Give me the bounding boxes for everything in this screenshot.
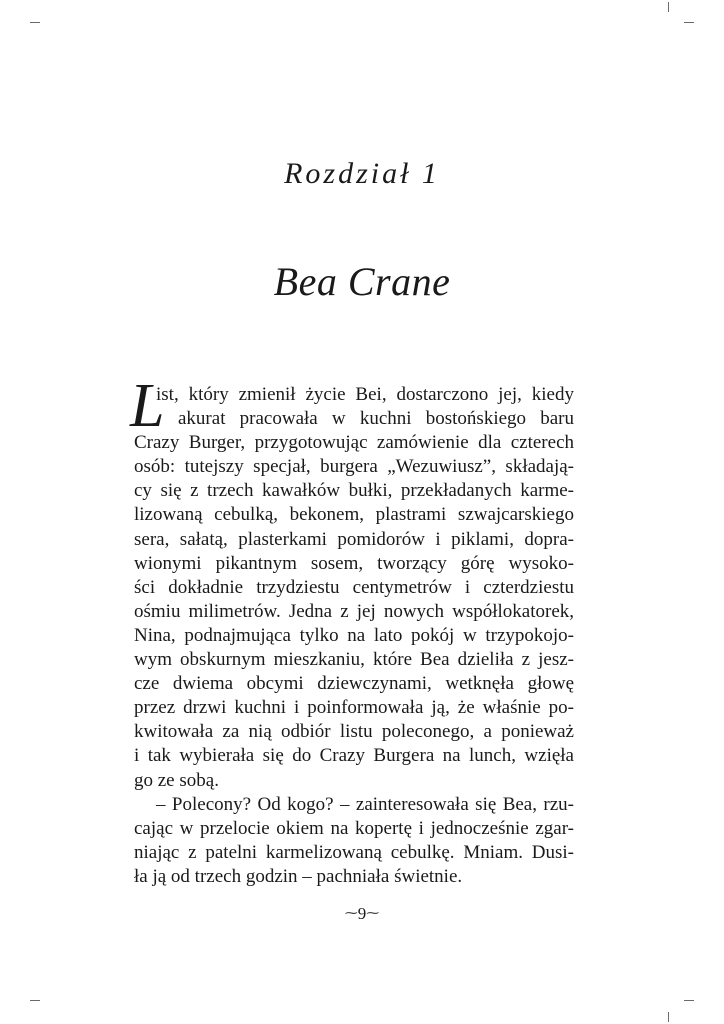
crop-mark: [30, 22, 40, 23]
crop-mark: [30, 1000, 40, 1001]
text-line: wionymi pikantnym sosem, tworzący górę wysoko-: [134, 552, 574, 574]
crop-mark: [668, 2, 669, 12]
crop-mark: [684, 1000, 694, 1001]
text-line: kwitowała za nią odbiór listu poleconego, a ponieważ: [134, 721, 574, 743]
text-line: niając z patelni karmelizowaną cebulkę. Mniam. Dusi-: [134, 841, 574, 863]
body-text: [130, 372, 574, 889]
text-line: cze dwiema obcymi dziewczynami, wetknęła głowę: [134, 673, 574, 695]
text-line: ośmiu milimetrów. Jedna z jej nowych współlokatorek,: [134, 600, 574, 622]
text-line: wym obskurnym mieszkaniu, które Bea dzieliła z jesz-: [134, 649, 574, 671]
chapter-title: Bea Crane: [273, 259, 451, 304]
crop-mark: [668, 1012, 669, 1022]
text-line: go ze sobą.: [134, 769, 219, 791]
ornament-left-icon: ⁓: [344, 905, 358, 920]
text-line: lizowaną cebulką, bekonem, plastrami szwajcarskiego: [134, 504, 574, 526]
text-line: przez drzwi kuchni i poinformowała ją, że właśnie po-: [134, 697, 574, 719]
text-line: ła ją od trzech godzin – pachniała świetnie.: [134, 865, 463, 887]
text-line: sera, sałatą, plasterkami pomidorów i piklami, dopra-: [134, 528, 574, 550]
drop-cap: L: [130, 372, 165, 440]
text-line: cając w przelocie okiem na kopertę i jednocześnie zgar-: [134, 817, 574, 839]
text-line: Nina, podnajmująca tylko na lato pokój w trzypokojo-: [134, 624, 574, 646]
text-line: – Polecony? Od kogo? – zainteresowała się Bea, rzu-: [156, 793, 574, 815]
text-line: akurat pracowała w kuchni bostońskiego baru: [178, 408, 574, 430]
text-line: ist, który zmienił życie Bei, dostarczono jej, kiedy: [156, 384, 574, 405]
text-line: Crazy Burger, przygotowując zamówienie dla czterech: [134, 432, 574, 454]
crop-mark: [684, 22, 694, 23]
text-line: osób: tutejszy specjał, burgera „Wezuwiusz”, składają-: [134, 456, 574, 478]
text-line: i tak wybierała się do Crazy Burgera na lunch, wzięła: [134, 745, 574, 767]
text-line: cy się z trzech kawałków bułki, przekładanych karme-: [134, 480, 574, 502]
page-number: 9: [357, 904, 367, 923]
text-line: ści dokładnie trzydziestu centymetrów i czterdziestu: [134, 576, 574, 598]
page-number-footer: [0, 904, 724, 924]
chapter-label: Rozdział 1: [284, 157, 440, 190]
ornament-right-icon: ⁓: [366, 905, 380, 920]
